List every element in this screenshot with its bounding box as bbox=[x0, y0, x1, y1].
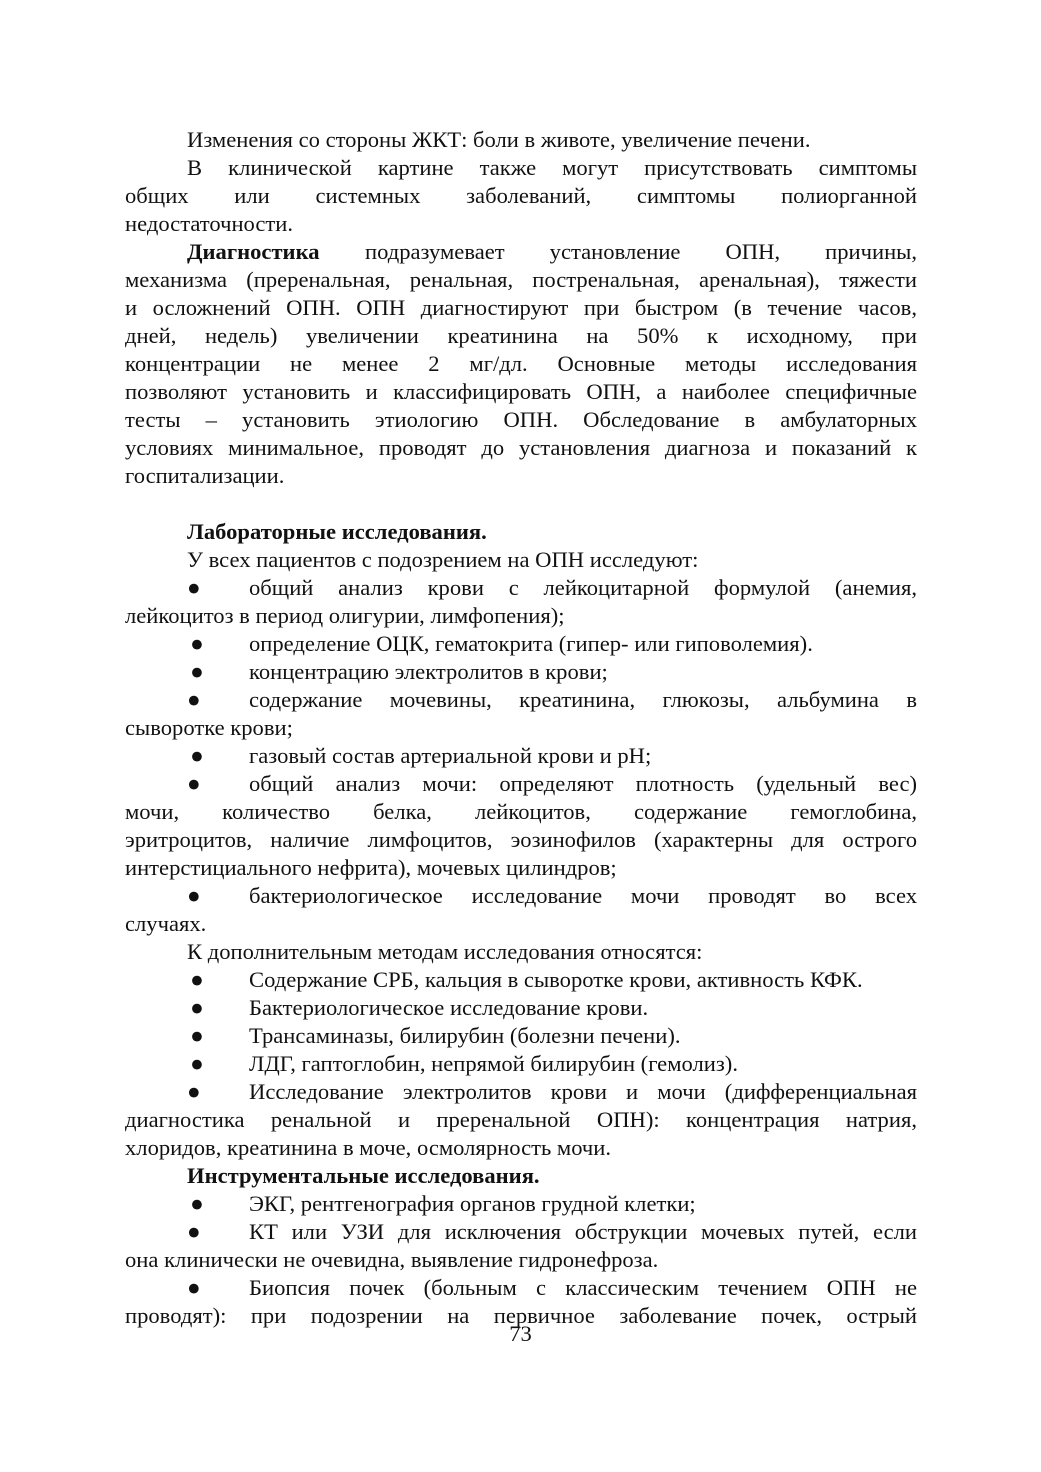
bullet-icon: ● bbox=[190, 967, 204, 992]
list-item: ● содержание мочевины, креатинина, глюкозы, альбумина в bbox=[187, 687, 917, 712]
bullet-icon: ● bbox=[187, 771, 201, 796]
diagnostics-term: Диагностика bbox=[187, 239, 320, 264]
text-line: дней, недель) увеличении креатинина на 50% к исходному, при bbox=[125, 323, 917, 348]
bullet-icon: ● bbox=[190, 1023, 204, 1048]
bullet-icon: ● bbox=[187, 575, 201, 600]
text-line: эритроцитов, наличие лимфоцитов, эозинофилов (характерны для острого bbox=[125, 827, 917, 852]
text-line: она клинически не очевидна, выявление гидронефроза. bbox=[125, 1247, 659, 1272]
list-item: ● Трансаминазы, билирубин (болезни печени). bbox=[187, 1022, 917, 1050]
text-line: недостаточности. bbox=[125, 211, 294, 236]
list-item: ● Бактериологическое исследование крови. bbox=[187, 994, 917, 1022]
text-line: хлоридов, креатинина в моче, осмолярность мочи. bbox=[125, 1135, 612, 1160]
text-line: сыворотке крови; bbox=[125, 715, 293, 740]
list-item: ● Содержание СРБ, кальция в сыворотке крови, активность КФК. bbox=[187, 966, 917, 994]
text-line: условиях минимальное, проводят до установления диагноза и показаний к bbox=[125, 435, 917, 460]
list-item: ● общий анализ крови с лейкоцитарной формулой (анемия, bbox=[187, 575, 917, 600]
text-fragment: подразумевает установление ОПН, причины, bbox=[365, 239, 917, 264]
text-line: К дополнительным методам исследования относятся: bbox=[187, 939, 703, 964]
text-line: механизма (преренальная, ренальная, постренальная, аренальная), тяжести bbox=[125, 267, 917, 292]
list-item: ● концентрацию электролитов в крови; bbox=[187, 658, 917, 686]
list-item: ● общий анализ мочи: определяют плотность (удельный вес) bbox=[187, 771, 917, 796]
bullet-icon: ● bbox=[190, 743, 204, 768]
list-item: ● ЭКГ, рентгенография органов грудной клетки; bbox=[187, 1190, 917, 1218]
bullet-icon: ● bbox=[187, 687, 201, 712]
list-item: ● КТ или УЗИ для исключения обструкции мочевых путей, если bbox=[187, 1219, 917, 1244]
text-line: госпитализации. bbox=[125, 463, 285, 488]
bullet-icon: ● bbox=[190, 1191, 204, 1216]
text-line bbox=[187, 238, 917, 266]
list-item: ● ЛДГ, гаптоглобин, непрямой билирубин (гемолиз). bbox=[187, 1050, 917, 1078]
text-line: общих или системных заболеваний, симптомы полиорганной bbox=[125, 183, 917, 208]
bullet-icon: ● bbox=[190, 995, 204, 1020]
text-line: лейкоцитоз в период олигурии, лимфопения); bbox=[125, 603, 565, 628]
bullet-icon: ● bbox=[187, 1079, 201, 1104]
bullet-icon: ● bbox=[190, 659, 204, 684]
list-item: ● Исследование электролитов крови и мочи (дифференциальная bbox=[187, 1079, 917, 1104]
text-line: Изменения со стороны ЖКТ: боли в животе, увеличение печени. bbox=[187, 127, 811, 152]
text-line: случаях. bbox=[125, 911, 207, 936]
text-line: диагностика ренальной и преренальной ОПН): концентрация натрия, bbox=[125, 1107, 917, 1132]
list-item: ● определение ОЦК, гематокрита (гипер- или гиповолемия). bbox=[187, 630, 917, 658]
text-line: проводят): при подозрении на первичное заболевание почек, острый bbox=[125, 1303, 917, 1328]
bullet-icon: ● bbox=[190, 1051, 204, 1076]
list-item: ● бактериологическое исследование мочи проводят во всех bbox=[187, 883, 917, 908]
text-line: концентрации не менее 2 мг/дл. Основные методы исследования bbox=[125, 351, 917, 376]
section-heading-instrumental: Инструментальные исследования. bbox=[187, 1163, 540, 1188]
section-heading-lab: Лабораторные исследования. bbox=[187, 519, 487, 544]
text-line: мочи, количество белка, лейкоцитов, содержание гемоглобина, bbox=[125, 799, 917, 824]
text-line: интерстициального нефрита), мочевых цилиндров; bbox=[125, 855, 617, 880]
text-line: тесты – установить этиологию ОПН. Обследование в амбулаторных bbox=[125, 407, 917, 432]
list-item: ● Биопсия почек (больным с классическим течением ОПН не bbox=[187, 1275, 917, 1300]
list-item: ● газовый состав артериальной крови и pH; bbox=[187, 742, 917, 770]
text-line: У всех пациентов с подозрением на ОПН исследуют: bbox=[187, 547, 699, 572]
bullet-icon: ● bbox=[190, 631, 204, 656]
bullet-icon: ● bbox=[187, 1275, 201, 1300]
bullet-icon: ● bbox=[187, 883, 201, 908]
text-line: и осложнений ОПН. ОПН диагностируют при быстром (в течение часов, bbox=[125, 295, 917, 320]
text-line: В клинической картине также могут присутствовать симптомы bbox=[187, 155, 917, 180]
text-line: позволяют установить и классифицировать ОПН, а наиболее специфичные bbox=[125, 379, 917, 404]
bullet-icon: ● bbox=[187, 1219, 201, 1244]
page-number: 73 bbox=[509, 1321, 532, 1346]
